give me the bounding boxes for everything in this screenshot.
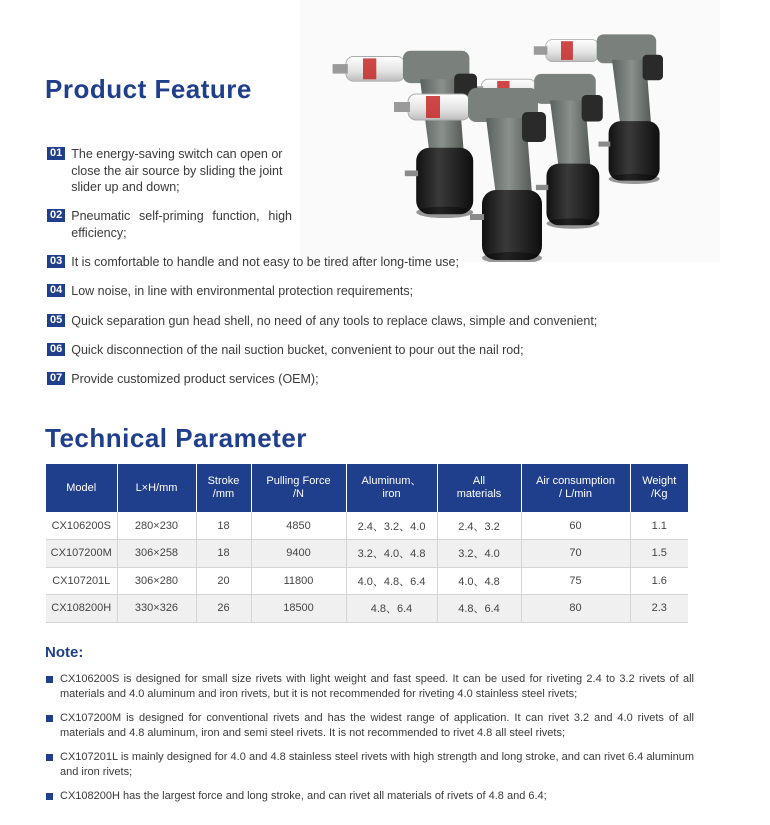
feature-text: Quick separation gun head shell, no need of any tools to replace claws, simple and convenient; [71, 314, 598, 328]
column-header: Pulling Force /N [251, 464, 346, 512]
feature-item [47, 342, 524, 359]
feature-item [47, 254, 459, 271]
feature-text: Pneumatic self-priming function, high efficiency; [71, 209, 292, 240]
table-cell: 9400 [251, 540, 346, 568]
note-item [46, 711, 694, 741]
feature-item [47, 208, 292, 241]
feature-number-badge: 07 [47, 372, 65, 385]
table-cell: 60 [521, 512, 630, 540]
rivet-tools-illustration [300, 0, 720, 262]
product-image [300, 0, 720, 262]
feature-text: Quick disconnection of the nail suction bucket, convenient to pour out the nail rod; [71, 343, 524, 357]
table-cell: 75 [521, 567, 630, 595]
square-bullet-icon [46, 793, 53, 800]
note-text: CX108200H has the largest force and long stroke, and can rivet all materials of rivets of 4.8 and 6.4; [60, 790, 547, 802]
table-cell: 1.1 [630, 512, 688, 540]
square-bullet-icon [46, 676, 53, 683]
table-cell: 20 [196, 567, 251, 595]
table-cell: 306×258 [117, 540, 196, 568]
note-item [46, 672, 694, 702]
feature-number-badge: 02 [47, 209, 65, 222]
note-heading: Note: [45, 644, 84, 661]
table-row [46, 595, 688, 623]
product-feature-heading: Product Feature [45, 74, 252, 104]
table-cell: 4.8、6.4 [437, 595, 521, 623]
feature-item [47, 371, 319, 388]
table-cell: 2.4、3.2 [437, 512, 521, 540]
table-header-row [46, 464, 688, 512]
table-cell: 18 [196, 540, 251, 568]
feature-text: Low noise, in line with environmental protection requirements; [71, 284, 414, 298]
column-header: All materials [437, 464, 521, 512]
feature-item [47, 283, 413, 300]
table-cell: CX107201L [46, 567, 117, 595]
table-cell: CX108200H [46, 595, 117, 623]
feature-item [47, 313, 597, 330]
table-cell: 80 [521, 595, 630, 623]
note-text: CX107200M is designed for conventional rivets and has the widest range of application. It can rivet 3.2 and 4.0 rivets of all materials and 4.8 aluminum, iron and semi steel rivets. It is not recommended to rivet 4.8 all steel rivets; [60, 712, 694, 739]
table-row [46, 540, 688, 568]
column-header: L×H/mm [117, 464, 196, 512]
feature-text: Provide customized product services (OEM); [71, 372, 319, 386]
note-item [46, 789, 694, 804]
table-cell: 1.5 [630, 540, 688, 568]
table-cell: 2.4、3.2、4.0 [346, 512, 437, 540]
feature-number-badge: 06 [47, 343, 65, 356]
table-row [46, 512, 688, 540]
table-cell: 330×326 [117, 595, 196, 623]
table-cell: 3.2、4.0 [437, 540, 521, 568]
rivet-tool-icon [333, 51, 477, 218]
column-header: Weight /Kg [630, 464, 688, 512]
table-cell: 26 [196, 595, 251, 623]
feature-number-badge: 01 [47, 147, 65, 160]
note-item [46, 750, 694, 780]
feature-text: It is comfortable to handle and not easy to be tired after long-time use; [71, 255, 459, 269]
table-cell: 11800 [251, 567, 346, 595]
table-cell: CX107200M [46, 540, 117, 568]
column-header: Stroke /mm [196, 464, 251, 512]
table-cell: 4.0、4.8 [437, 567, 521, 595]
table-cell: 70 [521, 540, 630, 568]
technical-parameter-heading: Technical Parameter [45, 423, 307, 453]
table-cell: 18 [196, 512, 251, 540]
table-cell: 4.0、4.8、6.4 [346, 567, 437, 595]
parameter-table [46, 464, 688, 623]
table-cell: 2.3 [630, 595, 688, 623]
table-row [46, 567, 688, 595]
table-cell: 1.6 [630, 567, 688, 595]
table-cell: 4.8、6.4 [346, 595, 437, 623]
feature-number-badge: 03 [47, 255, 65, 268]
feature-item [47, 146, 292, 196]
table-cell: 3.2、4.0、4.8 [346, 540, 437, 568]
feature-number-badge: 04 [47, 284, 65, 297]
column-header: Aluminum、 iron [346, 464, 437, 512]
table-cell: 306×280 [117, 567, 196, 595]
square-bullet-icon [46, 754, 53, 761]
table-cell: 18500 [251, 595, 346, 623]
table-cell: 4850 [251, 512, 346, 540]
column-header: Model [46, 464, 117, 512]
square-bullet-icon [46, 715, 53, 722]
column-header: Air consumption / L/min [521, 464, 630, 512]
feature-text: The energy-saving switch can open or close the air source by sliding the joint slider up and down; [71, 147, 283, 194]
table-cell: 280×230 [117, 512, 196, 540]
note-text: CX106200S is designed for small size rivets with light weight and fast speed. It can be used for riveting 2.4 to 3.2 rivets of all materials and 4.0 aluminum and iron rivets, but it is not recommended for riveting 4.0 stainless steel rivets; [60, 673, 694, 700]
feature-number-badge: 05 [47, 314, 65, 327]
table-cell: CX106200S [46, 512, 117, 540]
note-text: CX107201L is mainly designed for 4.0 and 4.8 stainless steel rivets with high strength and long stroke, and can rivet 6.4 aluminum and iron rivets; [60, 751, 694, 778]
